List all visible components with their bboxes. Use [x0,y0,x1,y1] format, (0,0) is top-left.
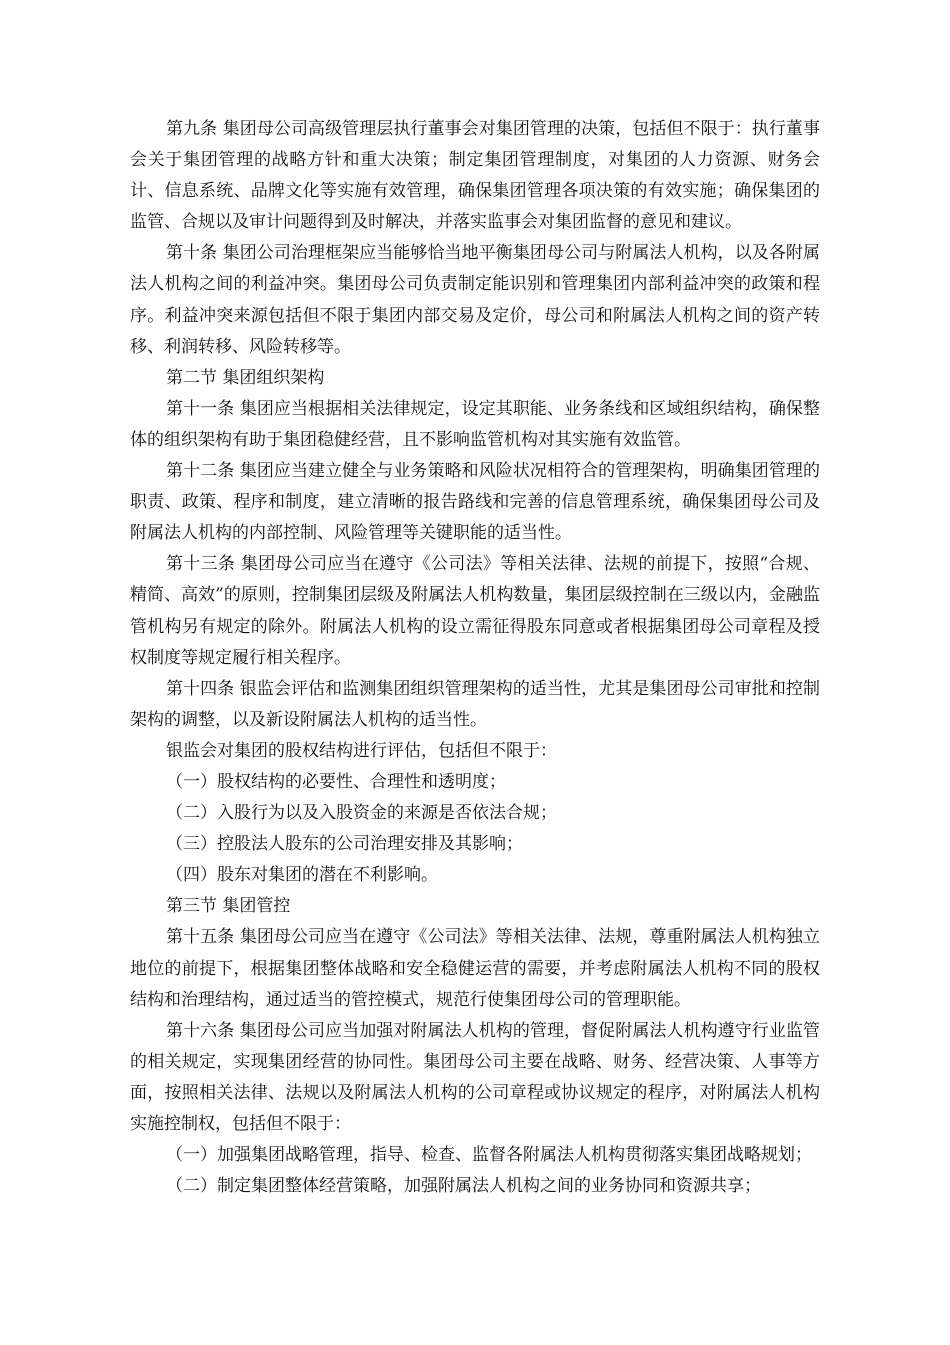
list-item: （一）加强集团战略管理，指导、检查、监督各附属法人机构贯彻落实集团战略规划； [166,1145,812,1166]
section-2-heading: 第二节 集团组织架构 [166,367,325,388]
list-item: （三）控股法人股东的公司治理安排及其影响； [166,834,523,855]
article-10-paragraph: 第十条 集团公司治理框架应当能够恰当地平衡集团母公司与附属法人机构，以及各附属法人机构之间的利益冲突。集团母公司负责制定能识别和管理集团内部利益冲突的政策和程序。利益冲突来源包括但不限于集团内部交易及定价，母公司和附属法人机构之间的资产转移、利润转移、风险转移等。 [130,243,820,357]
article-15-paragraph: 第十五条 集团母公司应当在遵守《公司法》等相关法律、法规，尊重附属法人机构独立地位的前提下，根据集团整体战略和安全稳健运营的需要，并考虑附属法人机构不同的股权结构和治理结构，通过适当的管控模式，规范行使集团母公司的管理职能。 [130,927,820,1010]
list-item: （二）入股行为以及入股资金的来源是否依法合规； [166,803,557,824]
article-12-paragraph: 第十二条 集团应当建立健全与业务策略和风险状况相符合的管理架构，明确集团管理的职责、政策、程序和制度，建立清晰的报告路线和完善的信息管理系统，确保集团母公司及附属法人机构的内部控制、风险管理等关键职能的适当性。 [130,461,820,544]
list-item: （一）股权结构的必要性、合理性和透明度； [166,771,506,792]
article-11-paragraph: 第十一条 集团应当根据相关法律规定，设定其职能、业务条线和区域组织结构，确保整体的组织架构有助于集团稳健经营，且不影响监管机构对其实施有效监管。 [130,398,820,450]
article-16-paragraph: 第十六条 集团母公司应当加强对附属法人机构的管理，督促附属法人机构遵守行业监管的相关规定，实现集团经营的协同性。集团母公司主要在战略、财务、经营决策、人事等方面，按照相关法律、法规以及附属法人机构的公司章程或协议规定的程序，对附属法人机构实施控制权，包括但不限于： [130,1020,820,1134]
article-9-paragraph: 第九条 集团母公司高级管理层执行董事会对集团管理的决策，包括但不限于：执行董事会关于集团管理的战略方针和重大决策；制定集团管理制度，对集团的人力资源、财务会计、信息系统、品牌文化等实施有效管理，确保集团管理各项决策的有效实施；确保集团的监管、合规以及审计问题得到及时解决，并落实监事会对集团监督的意见和建议。 [130,119,820,233]
equity-assessment-intro: 银监会对集团的股权结构进行评估，包括但不限于： [166,740,557,761]
article-13-paragraph: 第十三条 集团母公司应当在遵守《公司法》等相关法律、法规的前提下，按照“合规、精简、高效”的原则，控制集团层级及附属法人机构数量，集团层级控制在三级以内，金融监管机构另有规定的除外。附属法人机构的设立需征得股东同意或者根据集团母公司章程及授权制度等规定履行相关程序。 [130,554,820,668]
list-item: （四）股东对集团的潜在不利影响。 [166,865,438,886]
section-3-heading: 第三节 集团管控 [166,896,291,917]
list-item: （二）制定集团整体经营策略，加强附属法人机构之间的业务协同和资源共享； [166,1176,761,1197]
document-body [130,114,820,1202]
article-14-paragraph: 第十四条 银监会评估和监测集团组织管理架构的适当性，尤其是集团母公司审批和控制架构的调整，以及新设附属法人机构的适当性。 [130,678,820,730]
